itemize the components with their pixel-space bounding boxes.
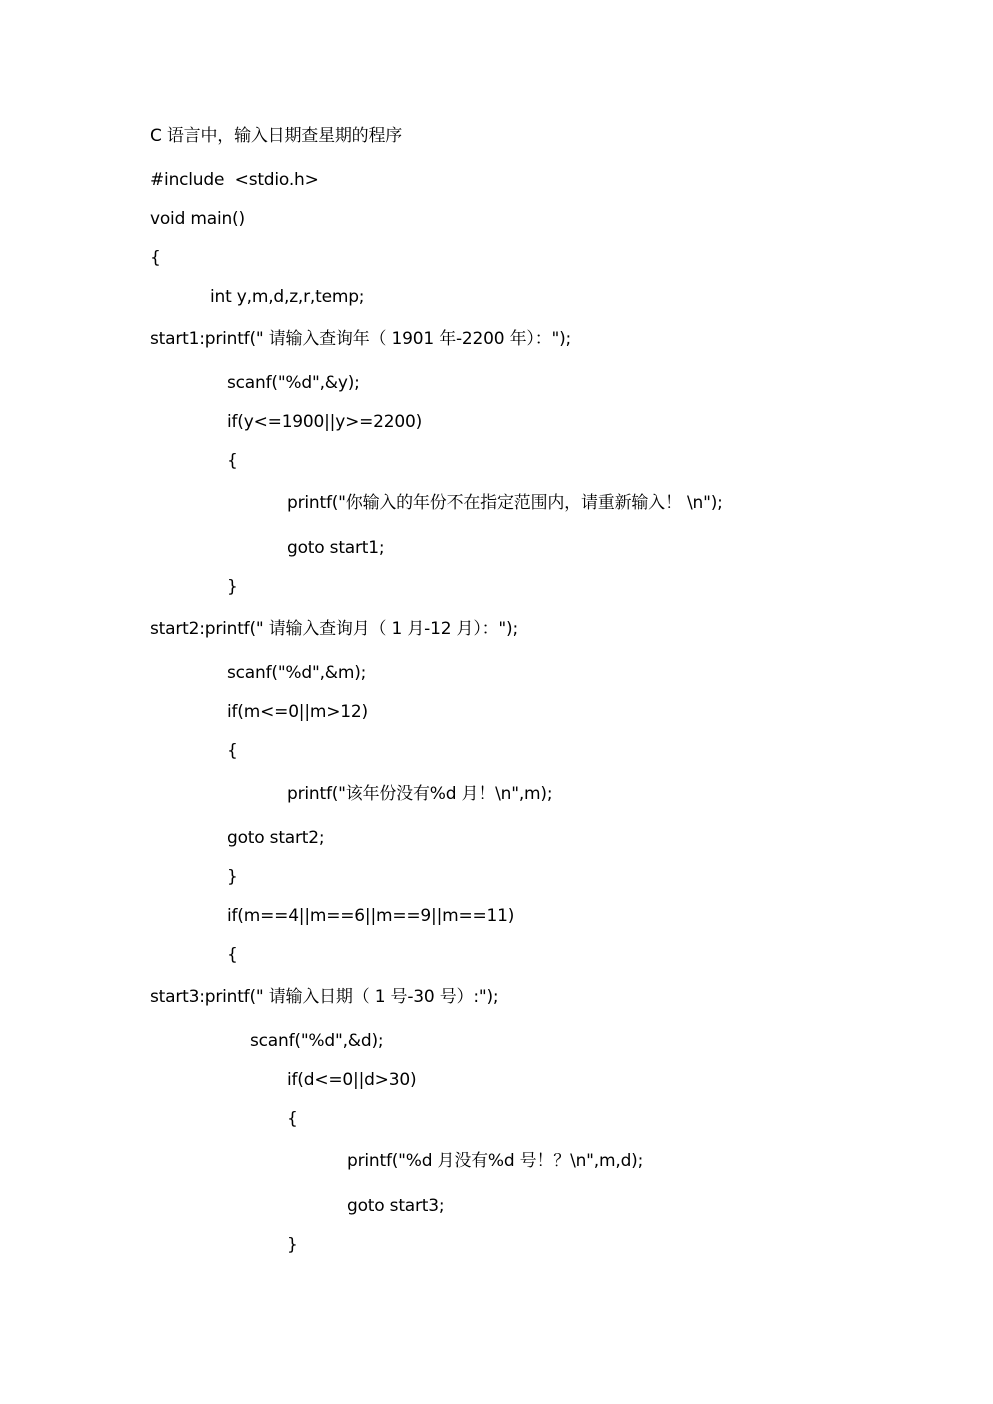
- code-line-printf-month-error: printf("该年份没有%d 月！\n",m);: [287, 784, 553, 804]
- code-line-include: #include <stdio.h>: [150, 170, 319, 190]
- code-line-if-day: if(d<=0||d>30): [287, 1070, 417, 1090]
- code-line-goto-start2: goto start2;: [227, 828, 325, 848]
- code-line-if-year: if(y<=1900||y>=2200): [227, 412, 423, 432]
- code-line-brace-open: {: [287, 1109, 298, 1129]
- code-line-brace-close: }: [287, 1235, 298, 1255]
- code-line-declaration: int y,m,d,z,r,temp;: [210, 287, 365, 307]
- code-line-main: void main(): [150, 209, 245, 229]
- code-line-if-30-day-month: if(m==4||m==6||m==9||m==11): [227, 906, 515, 926]
- document-title: C 语言中，输入日期查星期的程序: [150, 126, 403, 146]
- code-line-scanf-day: scanf("%d",&d);: [250, 1031, 384, 1051]
- code-line-brace-open: {: [150, 248, 161, 268]
- code-line-goto-start1: goto start1;: [287, 538, 385, 558]
- code-line-scanf-month: scanf("%d",&m);: [227, 663, 367, 683]
- code-line-brace-open: {: [227, 741, 238, 761]
- code-line-printf-year-error: printf("你输入的年份不在指定范围内，请重新输入！ \n");: [287, 493, 723, 513]
- code-line-brace-close: }: [227, 867, 238, 887]
- code-line-if-month: if(m<=0||m>12): [227, 702, 368, 722]
- code-line-goto-start3: goto start3;: [347, 1196, 445, 1216]
- code-line-scanf-year: scanf("%d",&y);: [227, 373, 360, 393]
- code-line-start2: start2:printf(" 请输入查询月（ 1 月-12 月）：");: [150, 619, 518, 639]
- code-line-printf-day-error: printf("%d 月没有%d 号！？\n",m,d);: [347, 1151, 644, 1171]
- code-line-start1: start1:printf(" 请输入查询年（ 1901 年-2200 年）：");: [150, 329, 572, 349]
- code-line-brace-open: {: [227, 945, 238, 965]
- code-line-brace-close: }: [227, 577, 238, 597]
- code-line-brace-open: {: [227, 451, 238, 471]
- code-line-start3: start3:printf(" 请输入日期（ 1 号-30 号）:");: [150, 987, 499, 1007]
